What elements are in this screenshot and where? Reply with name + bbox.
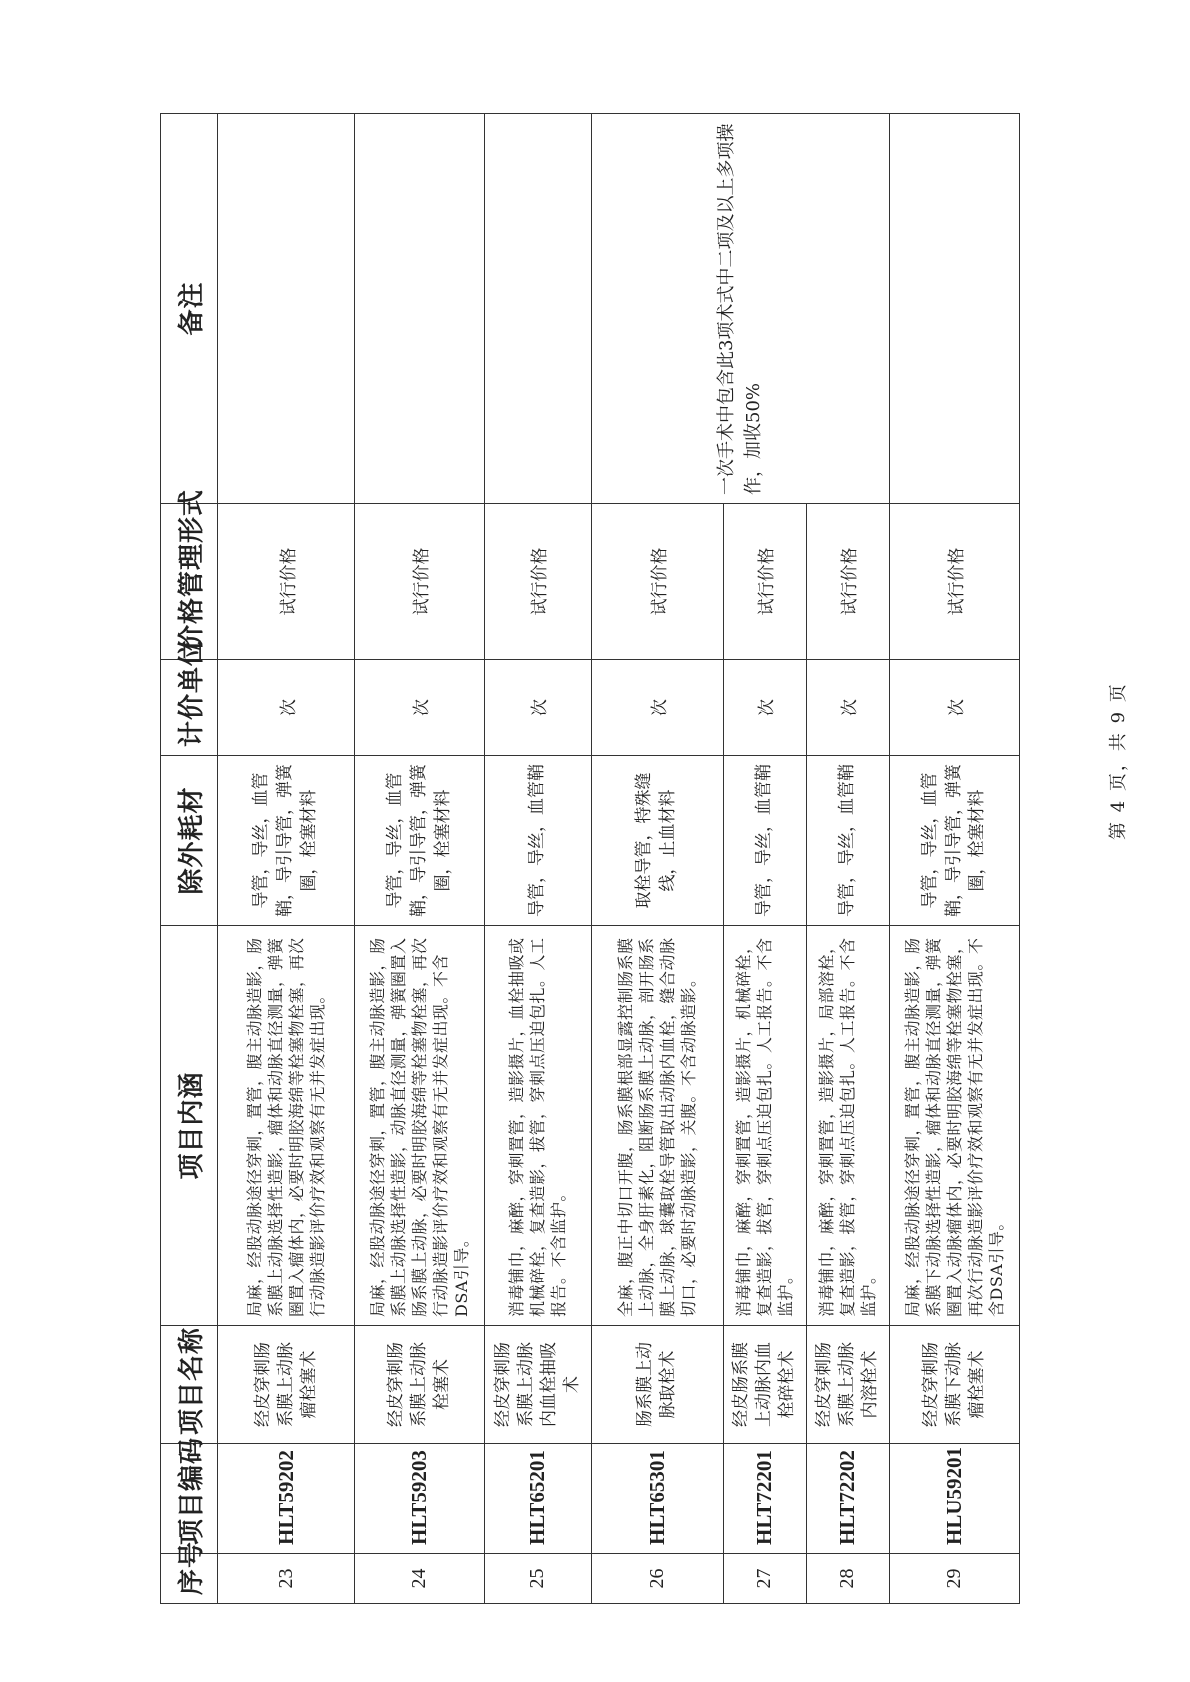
rotated-table-page (160, 114, 1020, 1604)
header-row (161, 114, 218, 1604)
name-cell: 经皮穿刺肠系膜上动脉内溶栓术 (806, 1326, 889, 1444)
header-seq: 序号 (161, 1554, 218, 1604)
materials-cell: 导管，导丝，血管鞘，导引导管，弹簧圈，栓塞材料 (218, 756, 355, 926)
table-row (355, 114, 485, 1604)
name-cell: 经皮穿刺肠系膜下动脉瘤栓塞术 (889, 1326, 1019, 1444)
seq-cell: 23 (218, 1554, 355, 1604)
code-cell: HLT65201 (485, 1444, 591, 1554)
price-table (160, 113, 1020, 1604)
mgmt-cell: 试行价格 (485, 504, 591, 660)
content-cell: 全麻，腹正中切口开腹，肠系膜根部显露控制肠系膜上动脉，全身肝素化，阻断肠系膜上动脉，剖开肠系膜上动脉，球囊取栓导管取出动脉内血栓，缝合动脉切口，必要时动脉造影，关腹。不含动脉造影。 (591, 926, 723, 1326)
materials-cell: 导管，导丝，血管鞘 (485, 756, 591, 926)
mgmt-cell: 试行价格 (723, 504, 806, 660)
mgmt-cell: 试行价格 (591, 504, 723, 660)
unit-cell: 次 (723, 660, 806, 756)
unit-cell: 次 (218, 660, 355, 756)
materials-cell: 导管，导丝，血管鞘，导引导管，弹簧圈，栓塞材料 (889, 756, 1019, 926)
unit-cell: 次 (591, 660, 723, 756)
code-cell: HLU59201 (889, 1444, 1019, 1554)
seq-cell: 29 (889, 1554, 1019, 1604)
unit-cell: 次 (889, 660, 1019, 756)
code-cell: HLT59202 (218, 1444, 355, 1554)
note-cell: 一次手术中包含此3项术式中二项及以上多项操作，加收50% (591, 114, 889, 504)
code-cell: HLT59203 (355, 1444, 485, 1554)
materials-cell: 取栓导管，特殊缝线，止血材料 (591, 756, 723, 926)
content-cell: 局麻，经股动脉途径穿刺，置管，腹主动脉造影，肠系膜上动脉选择性造影，瘤体和动脉直径测量，弹簧圈置入瘤体内，必要时明胶海绵等栓塞物栓塞，再次行动脉造影评价疗效和观察有无并发症出现。 (218, 926, 355, 1326)
name-cell: 经皮穿刺肠系膜上动脉瘤栓塞术 (218, 1326, 355, 1444)
mgmt-cell: 试行价格 (889, 504, 1019, 660)
materials-cell: 导管，导丝，血管鞘 (723, 756, 806, 926)
table-row (889, 114, 1019, 1604)
note-cell (355, 114, 485, 504)
materials-cell: 导管，导丝，血管鞘 (806, 756, 889, 926)
name-cell: 经皮穿刺肠系膜上动脉栓塞术 (355, 1326, 485, 1444)
unit-cell: 次 (355, 660, 485, 756)
content-cell: 局麻，经股动脉途径穿刺，置管，腹主动脉造影，肠系膜上动脉选择性造影，动脉直径测量，弹簧圈置入肠系膜上动脉，必要时明胶海绵等栓塞物栓塞，再次行动脉造影评价疗效和观察有无并发症出现。不含DSA引导。 (355, 926, 485, 1326)
note-cell (485, 114, 591, 504)
header-content: 项目内涵 (161, 926, 218, 1326)
name-cell: 经皮穿刺肠系膜上动脉内血栓抽吸术 (485, 1326, 591, 1444)
materials-cell: 导管，导丝，血管鞘，导引导管，弹簧圈，栓塞材料 (355, 756, 485, 926)
table-row (218, 114, 355, 1604)
mgmt-cell: 试行价格 (806, 504, 889, 660)
header-code: 项目编码 (161, 1444, 218, 1554)
code-cell: HLT72202 (806, 1444, 889, 1554)
seq-cell: 25 (485, 1554, 591, 1604)
note-cell (889, 114, 1019, 504)
code-cell: HLT65301 (591, 1444, 723, 1554)
content-cell: 局麻，经股动脉途径穿刺，置管，腹主动脉造影，肠系膜下动脉选择性造影，瘤体和动脉直径测量，弹簧圈置入动脉瘤体内，必要时明胶海绵等栓塞物栓塞，再次行动脉造影评价疗效和观察有无并发症出现。不含DSA引导。 (889, 926, 1019, 1326)
header-materials: 除外耗材 (161, 756, 218, 926)
header-note: 备注 (161, 114, 218, 504)
content-cell: 消毒铺巾，麻醉，穿刺置管，造影摄片，局部溶栓，复查造影，拔管，穿刺点压迫包扎。人工报告。不含监护。 (806, 926, 889, 1326)
seq-cell: 24 (355, 1554, 485, 1604)
unit-cell: 次 (485, 660, 591, 756)
code-cell: HLT72201 (723, 1444, 806, 1554)
seq-cell: 26 (591, 1554, 723, 1604)
table-row (591, 114, 723, 1604)
name-cell: 肠系膜上动脉取栓术 (591, 1326, 723, 1444)
page-number: 第 4 页，共 9 页 (1108, 682, 1129, 840)
name-cell: 经皮肠系膜上动脉内血栓碎栓术 (723, 1326, 806, 1444)
header-mgmt: 价格管理形式 (161, 504, 218, 660)
content-cell: 消毒铺巾，麻醉，穿刺置管，造影摄片，血栓抽吸或机械碎栓，复查造影，拔管，穿刺点压迫包扎。人工报告。不含监护。 (485, 926, 591, 1326)
seq-cell: 28 (806, 1554, 889, 1604)
content-cell: 消毒铺巾，麻醉，穿刺置管，造影摄片，机械碎栓，复查造影，拔管，穿刺点压迫包扎。人工报告。不含监护。 (723, 926, 806, 1326)
note-cell (218, 114, 355, 504)
mgmt-cell: 试行价格 (355, 504, 485, 660)
header-name: 项目名称 (161, 1326, 218, 1444)
seq-cell: 27 (723, 1554, 806, 1604)
header-unit: 计价单位 (161, 660, 218, 756)
unit-cell: 次 (806, 660, 889, 756)
table-row (485, 114, 591, 1604)
mgmt-cell: 试行价格 (218, 504, 355, 660)
